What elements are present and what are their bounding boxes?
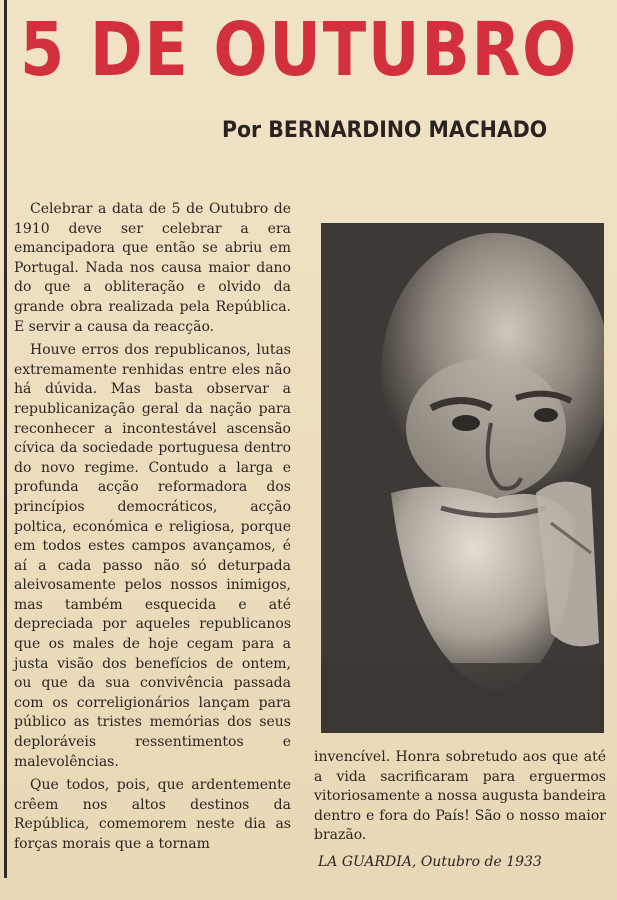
column-rule <box>4 0 7 878</box>
paragraph: Celebrar a data de 5 de Outubro de 1910 deve ser celebrar a era emancipadora que então se abriu em Portugal. Nada nos causa maior dano do que a obliteração e olvido da grande obra realizada pela República. E servir a causa da reacção. <box>14 201 291 335</box>
article-body <box>14 200 291 859</box>
byline: Por BERNARDINO MACHADO <box>222 118 548 143</box>
headline: 5 DE OUTUBRO <box>20 7 579 93</box>
paragraph: Houve erros dos republicanos, lutas extremamente renhidas entre eles não há dúvida. Mas basta observar a republicanização geral da nação para reconhecer a incontestável ascensão cívica da sociedade portuguesa dentro do novo regime. Contudo a larga e profunda acção reformadora dos princípios democráticos, acção poltica, económica e religiosa, porque em todos estes campos avançamos, é aí a cada passo não só deturpada aleivosamente pelos nossos inimigos, mas também esquecida e até depreciada por aqueles republicanos que os males de hoje cegam para a justa visão dos benefícios de ontem, ou que da sua convivência passada com os correligionários lançam para público as tristes memórias dos seus deploráveis ressentimentos e malevolências. <box>14 342 291 770</box>
continuation-text <box>314 748 606 846</box>
paragraph: invencível. Honra sobretudo aos que até a vida sacrificaram para erguermos vitoriosamente a nossa augusta bandeira dentro e fora do País! São o nosso maior brazão. <box>314 749 606 844</box>
portrait-illustration <box>321 223 604 733</box>
paragraph: Que todos, pois, que ardentemente crêem nos altos destinos da República, comemorem neste dia as forças morais que a tornam <box>14 777 291 852</box>
source-credit: LA GUARDIA, Outubro de 1933 <box>318 854 542 870</box>
portrait-photo <box>321 223 604 733</box>
